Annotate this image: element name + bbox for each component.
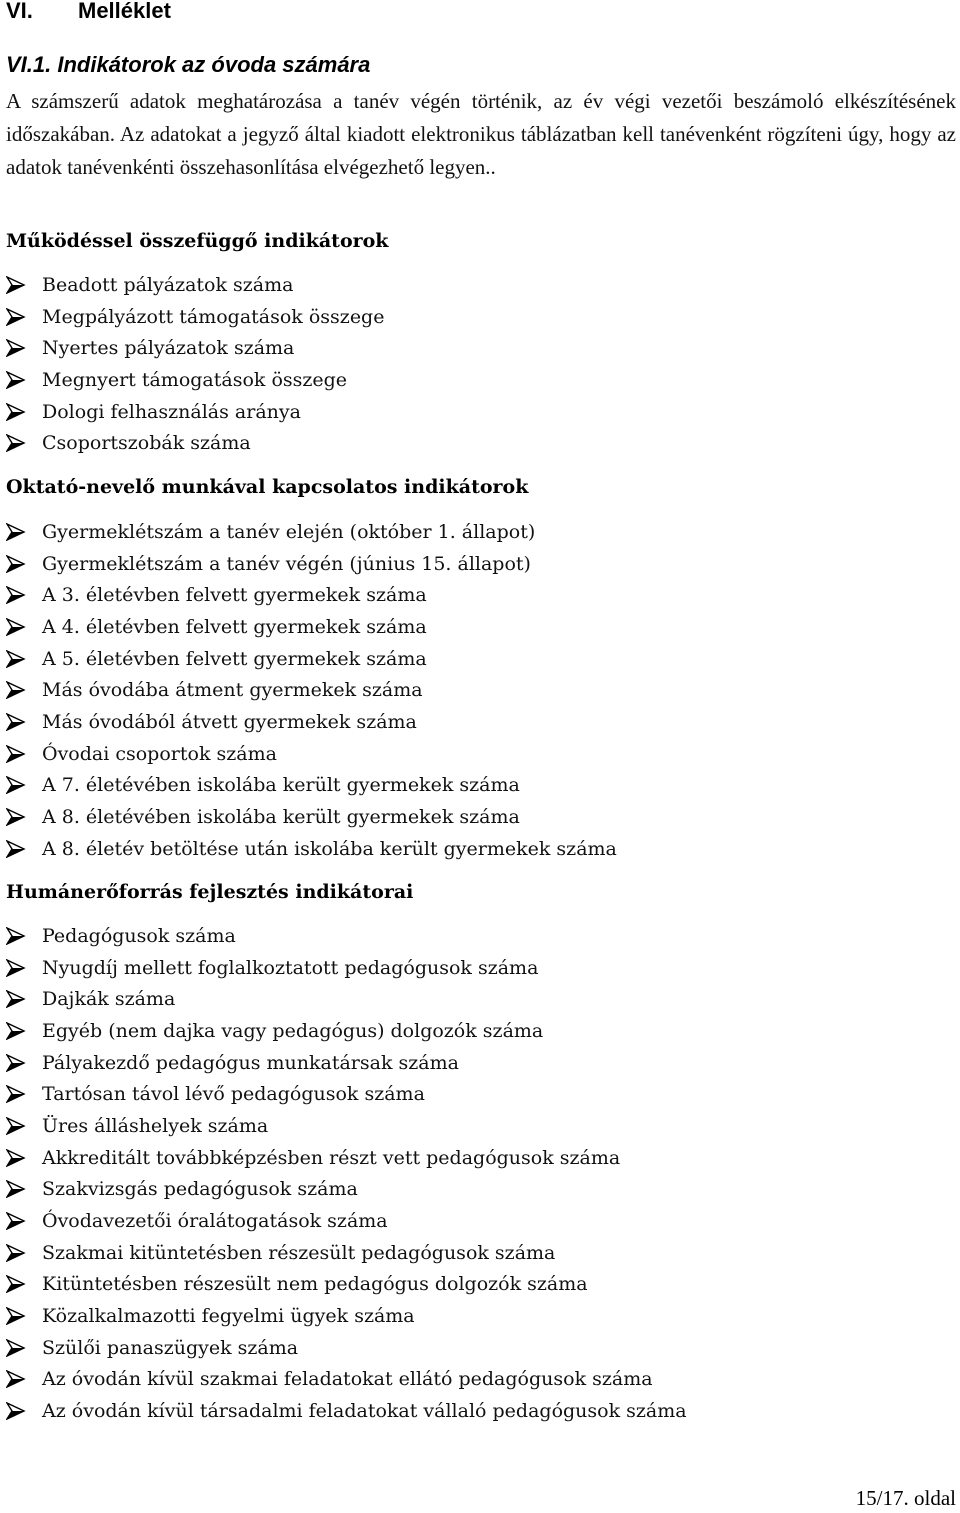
- list-item: [6, 1395, 687, 1427]
- list-item-label: Más óvodából átvett gyermekek száma: [42, 710, 417, 733]
- list-item: [6, 332, 384, 364]
- arrowhead-bullet-icon: [6, 927, 42, 945]
- arrowhead-bullet-icon: [6, 650, 42, 668]
- indicator-list-education: [6, 516, 617, 865]
- list-item: [6, 1205, 687, 1237]
- arrowhead-bullet-icon: [6, 808, 42, 826]
- section-title-operations: Működéssel összefüggő indikátorok: [6, 230, 389, 252]
- arrowhead-bullet-icon: [6, 308, 42, 326]
- arrowhead-bullet-icon: [6, 618, 42, 636]
- list-item: [6, 920, 687, 952]
- page-number: 15/17. oldal: [855, 1486, 956, 1510]
- list-item-label: Megnyert támogatások összege: [42, 368, 348, 391]
- indicator-list-operations: [6, 269, 384, 459]
- list-item-label: Szakmai kitüntetésben részesült pedagógusok száma: [42, 1241, 556, 1264]
- list-item-label: Kitüntetésben részesült nem pedagógus dolgozók száma: [42, 1273, 588, 1296]
- list-item: [6, 706, 617, 738]
- arrowhead-bullet-icon: [6, 434, 42, 452]
- subheading: VI.1. Indikátorok az óvoda számára: [6, 52, 371, 77]
- list-item: [6, 1078, 687, 1110]
- list-item-label: Pályakezdő pedagógus munkatársak száma: [42, 1051, 459, 1074]
- arrowhead-bullet-icon: [6, 403, 42, 421]
- list-item-label: Beadott pályázatok száma: [42, 273, 294, 296]
- list-item-label: Szakvizsgás pedagógusok száma: [42, 1178, 358, 1201]
- list-item: [6, 1364, 687, 1396]
- list-item: [6, 674, 617, 706]
- list-item-label: A 8. életévében iskolába került gyermekek száma: [42, 806, 520, 829]
- arrowhead-bullet-icon: [6, 339, 42, 357]
- arrowhead-bullet-icon: [6, 1370, 42, 1388]
- list-item: [6, 952, 687, 984]
- list-item: [6, 1269, 687, 1301]
- list-item-label: Akkreditált továbbképzésben részt vett pedagógusok száma: [42, 1146, 621, 1169]
- list-item-label: A 3. életévben felvett gyermekek száma: [42, 584, 427, 607]
- heading-title: Melléklet: [78, 0, 171, 23]
- list-item-label: Tartósan távol lévő pedagógusok száma: [42, 1083, 425, 1106]
- list-item-label: Gyermeklétszám a tanév elején (október 1. állapot): [42, 520, 536, 543]
- list-item: [6, 396, 384, 428]
- list-item-label: Megpályázott támogatások összege: [42, 305, 385, 328]
- list-item-label: Közalkalmazotti fegyelmi ügyek száma: [42, 1305, 415, 1328]
- list-item: [6, 801, 617, 833]
- list-item-label: Más óvodába átment gyermekek száma: [42, 679, 423, 702]
- arrowhead-bullet-icon: [6, 713, 42, 731]
- list-item: [6, 1142, 687, 1174]
- list-item-label: Pedagógusok száma: [42, 924, 236, 947]
- list-item: [6, 1332, 687, 1364]
- list-item-label: Óvodai csoportok száma: [42, 742, 277, 765]
- arrowhead-bullet-icon: [6, 1149, 42, 1167]
- arrowhead-bullet-icon: [6, 681, 42, 699]
- arrowhead-bullet-icon: [6, 1339, 42, 1357]
- list-item-label: Az óvodán kívül társadalmi feladatokat vállaló pedagógusok száma: [42, 1400, 687, 1423]
- arrowhead-bullet-icon: [6, 745, 42, 763]
- list-item-label: Nyertes pályázatok száma: [42, 337, 295, 360]
- arrowhead-bullet-icon: [6, 1307, 42, 1325]
- arrowhead-bullet-icon: [6, 959, 42, 977]
- list-item: [6, 1237, 687, 1269]
- list-item: [6, 643, 617, 675]
- arrowhead-bullet-icon: [6, 1212, 42, 1230]
- list-item: [6, 1015, 687, 1047]
- document-heading: [6, 0, 171, 28]
- list-item-label: Csoportszobák száma: [42, 432, 251, 455]
- arrowhead-bullet-icon: [6, 555, 42, 573]
- list-item-label: A 5. életévben felvett gyermekek száma: [42, 647, 427, 670]
- intro-paragraph: A számszerű adatok meghatározása a tanév végén történik, az év végi vezetői beszámoló elkészítésének időszakában. Az adatokat a jegyző által kiadott elektronikus táblázatban kell tanévenként rögzíteni úgy, hogy az adatok tanévenkénti összehasonlítása elvégezhető legyen..: [6, 89, 956, 179]
- list-item-label: Egyéb (nem dajka vagy pedagógus) dolgozók száma: [42, 1019, 544, 1042]
- list-item-label: Gyermeklétszám a tanév végén (június 15. állapot): [42, 552, 531, 575]
- list-item: [6, 983, 687, 1015]
- arrowhead-bullet-icon: [6, 523, 42, 541]
- list-item-label: Az óvodán kívül szakmai feladatokat ellátó pedagógusok száma: [42, 1368, 653, 1391]
- section-title-education: Oktató-nevelő munkával kapcsolatos indikátorok: [6, 476, 529, 498]
- arrowhead-bullet-icon: [6, 586, 42, 604]
- list-item: [6, 548, 617, 580]
- list-item: [6, 1174, 687, 1206]
- list-item-label: Nyugdíj mellett foglalkoztatott pedagógusok száma: [42, 956, 539, 979]
- list-item-label: A 8. életév betöltése után iskolába került gyermekek száma: [42, 837, 617, 860]
- list-item: [6, 611, 617, 643]
- arrowhead-bullet-icon: [6, 1244, 42, 1262]
- arrowhead-bullet-icon: [6, 1180, 42, 1198]
- list-item: [6, 364, 384, 396]
- list-item: [6, 427, 384, 459]
- arrowhead-bullet-icon: [6, 276, 42, 294]
- arrowhead-bullet-icon: [6, 1054, 42, 1072]
- list-item: [6, 1300, 687, 1332]
- heading-number: VI.: [6, 0, 33, 23]
- list-item: [6, 1110, 687, 1142]
- list-item-label: Óvodavezetői óralátogatások száma: [42, 1210, 388, 1233]
- list-item-label: Dajkák száma: [42, 988, 176, 1011]
- arrowhead-bullet-icon: [6, 840, 42, 858]
- list-item: [6, 579, 617, 611]
- indicator-list-human-resources: [6, 920, 687, 1427]
- arrowhead-bullet-icon: [6, 1085, 42, 1103]
- list-item: [6, 738, 617, 770]
- arrowhead-bullet-icon: [6, 1402, 42, 1420]
- list-item-label: Üres álláshelyek száma: [42, 1114, 269, 1137]
- arrowhead-bullet-icon: [6, 776, 42, 794]
- list-item: [6, 833, 617, 865]
- arrowhead-bullet-icon: [6, 1117, 42, 1135]
- list-item-label: A 7. életévében iskolába került gyermekek száma: [42, 774, 520, 797]
- list-item-label: Dologi felhasználás aránya: [42, 400, 301, 423]
- arrowhead-bullet-icon: [6, 1275, 42, 1293]
- list-item: [6, 269, 384, 301]
- list-item-label: Szülői panaszügyek száma: [42, 1336, 299, 1359]
- list-item: [6, 1047, 687, 1079]
- section-title-human-resources: Humánerőforrás fejlesztés indikátorai: [6, 881, 414, 903]
- list-item: [6, 301, 384, 333]
- arrowhead-bullet-icon: [6, 990, 42, 1008]
- arrowhead-bullet-icon: [6, 1022, 42, 1040]
- list-item: [6, 516, 617, 548]
- list-item-label: A 4. életévben felvett gyermekek száma: [42, 615, 427, 638]
- list-item: [6, 770, 617, 802]
- arrowhead-bullet-icon: [6, 371, 42, 389]
